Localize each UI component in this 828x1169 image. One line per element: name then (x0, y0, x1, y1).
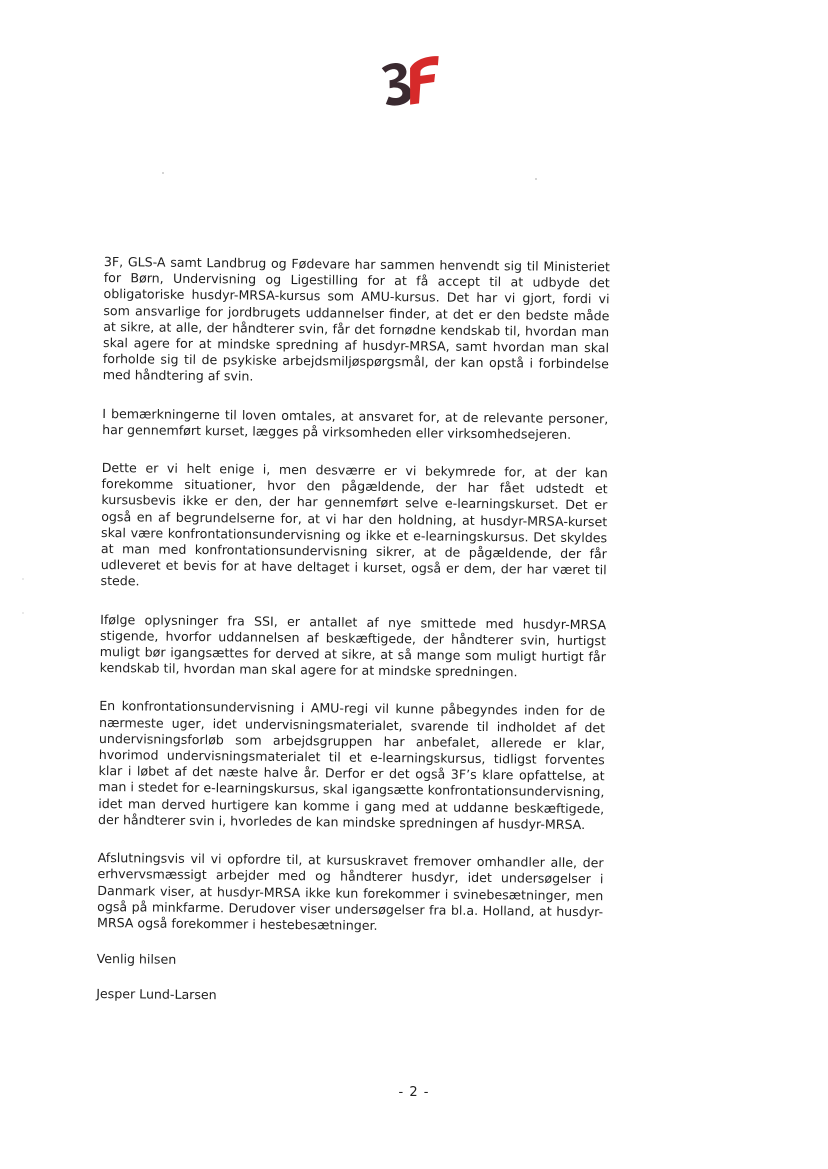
paragraph-concern: Dette er vi helt enige i, men desværre er vi bekymrede for, at der kan forekomme situationer, hvor den pågældende, der har fået udstedt et kursusbevis ikke er den, der har gennemført selve e-learningskurset. Det er også en af begrundelserne for, at vi har den holdning, at husdyr-MRSA-kurset skal være konfrontationsundervisning og ikke et e-learningskursus. Det skyldes at man med konfrontationsundervisning sikrer, at de pågældende, der får udleveret et bevis for at have deltaget i kurset, også er dem, der har været til stede. (100, 460, 608, 589)
closing-greeting: Venlig hilsen (96, 951, 177, 967)
logo-three-mark (380, 61, 413, 107)
3f-logo (378, 56, 448, 108)
scan-speck (535, 178, 537, 180)
paragraph-ssi: Ifølge oplysninger fra SSI, er antallet af nye smittede med husdyr-MRSA stigende, hvorfor uddannelsen af beskæftigede, der håndterer svin, hurtigst muligt bør igangsættes for derved at sikre, at så mange som muligt hurtigt får kendskab til, hvordan man skal agere for at mindske spredningen. (99, 611, 607, 680)
letter-body (96, 254, 610, 1008)
paragraph-conclusion: Afslutningsvis vil vi opfordre til, at kursuskravet fremover omhandler alle, der erhvervsmæssigt arbejder med og håndterer husdyr, idet undersøgelser i Danmark viser, at husdyr-MRSA ikke kun forekommer i svinebesætninger, men også på minkfarme. Derudover viser undersøgelser fra bl.a. Holland, at husdyr-MRSA også forekommer i hestebesætninger. (96, 850, 604, 933)
scan-speck (22, 612, 24, 614)
paragraph-responsibility: I bemærkningerne til loven omtales, at ansvaret for, at de relevante personer, har gennemført kurset, lægges på virksomheden eller virksomhedsejeren. (102, 405, 609, 442)
signature-name: Jesper Lund-Larsen (96, 986, 217, 1003)
paragraph-request: 3F, GLS-A samt Landbrug og Fødevare har sammen henvendt sig til Ministeriet for Børn, Undervisning og Ligestilling for at få accept til at udbyde det obligatoriske husdyr-MRSA-kursus som AMU-kursus. Det har vi gjort, fordi vi som ansvarlige for jordbrugets uddannelser finder, at det er den bedste måde at sikre, at alle, der håndterer svin, får det fornødne kendskab til, hvordan man skal agere for at mindske spredning af husdyr-MRSA, samt hvordan man skal forholde sig til de psykiske arbejdsmiljøspørgsmål, der kan opstå i forbindelse med håndtering af svin. (102, 254, 610, 384)
paragraph-amu: En konfrontationsundervisning i AMU-regi vil kunne påbegyndes inden for de nærmeste uger, idet undervisningsmaterialet, svarende til indholdet af det undervisningsforløb som arbejdsgruppen har anbefalet, allerede er klar, hvorimod undervisningsmaterialet til et e-learningskursus, tidligst forventes klar i løbet af det næste halve år. Derfor er det også 3F’s klare opfattelse, at man i stedet for e-learningskursus, skal igangsætte konfrontationsundervisning, idet man derved hurtigere kan komme i gang med at uddanne beskæftigede, der håndterer svin i, hvorledes de kan mindske spredningen af husdyr-MRSA. (98, 698, 606, 832)
page-number: - 2 - (398, 1085, 430, 1100)
scan-speck (162, 172, 164, 174)
scan-speck (22, 578, 24, 580)
